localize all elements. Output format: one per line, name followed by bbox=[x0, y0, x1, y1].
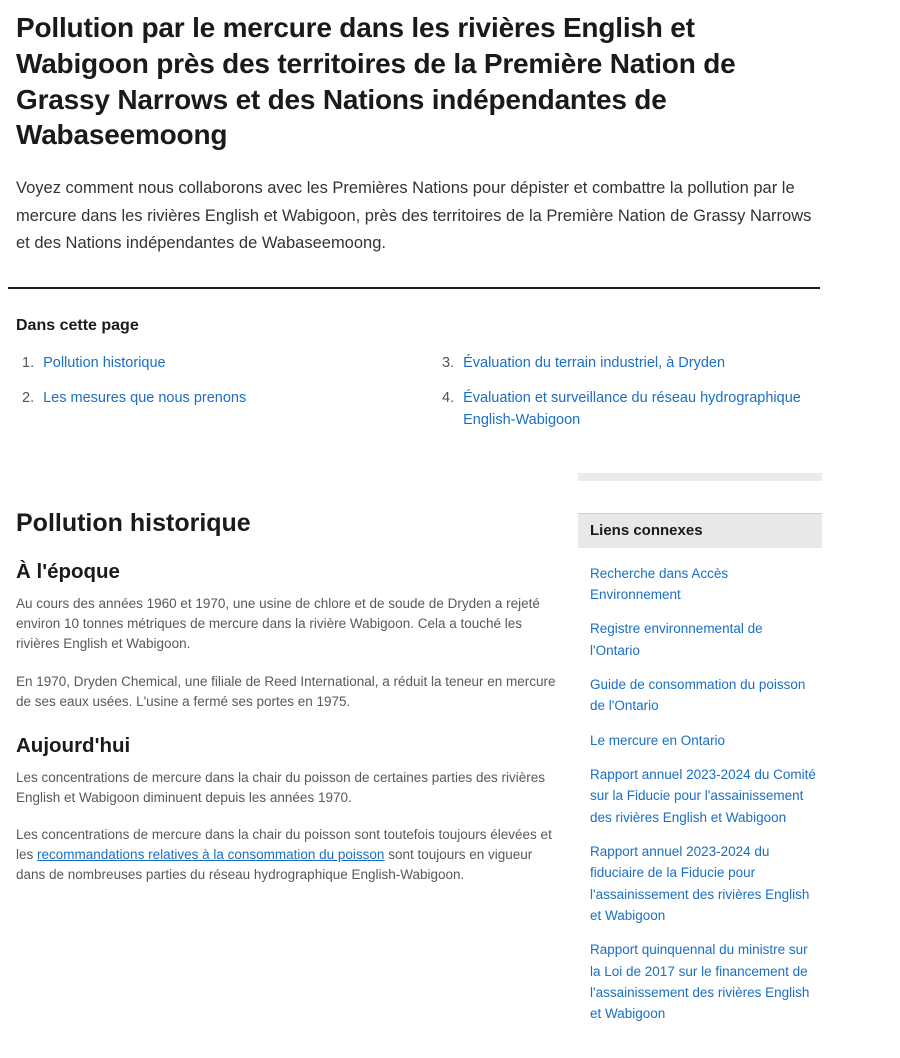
related-link[interactable]: Rapport annuel 2023-2024 du fiduciaire de la Fiducie pour l'assainissement des rivières English et Wabigoon bbox=[590, 843, 810, 923]
toc-link[interactable]: Pollution historique bbox=[43, 355, 166, 372]
related-link[interactable]: Recherche dans Accès Environnement bbox=[590, 565, 729, 603]
related-links-box bbox=[578, 513, 822, 1025]
paragraph-today-2-text-after: sont toujours en vigueur dans de nombreuses parties du réseau hydrographique English-Wabigoon. bbox=[16, 847, 533, 883]
related-link[interactable]: Registre environnemental de l'Ontario bbox=[590, 621, 763, 658]
toc-heading: Dans cette page bbox=[16, 317, 139, 335]
intro-paragraph: Voyez comment nous collaborons avec les Premières Nations pour dépister et combattre la pollution par le mercure dans les rivières English et Wabigoon, près des territoires de la Première Nation de Grassy Narrows et des Nations indépendantes de Wabaseemoong. bbox=[16, 179, 812, 253]
toc-column-left bbox=[16, 353, 408, 444]
related-link[interactable]: Rapport quinquennal du ministre sur la Loi de 2017 sur le financement de l'assainissement des rivières English et Wabigoon bbox=[590, 942, 810, 1022]
toc-item-number: 1. bbox=[22, 355, 35, 372]
related-link-item bbox=[590, 618, 816, 661]
toc-item-number: 3. bbox=[442, 355, 455, 372]
toc-link[interactable]: Évaluation du terrain industriel, à Dryden bbox=[463, 355, 726, 372]
toc-item-number: 2. bbox=[22, 390, 35, 407]
toc-link[interactable]: Évaluation et surveillance du réseau hydrographique English-Wabigoon bbox=[463, 390, 801, 428]
fish-consumption-advisories-link[interactable]: recommandations relatives à la consommation du poisson bbox=[37, 847, 385, 863]
toc-item bbox=[442, 353, 828, 375]
section-title-pollution-historique: Pollution historique bbox=[16, 508, 251, 537]
section-divider bbox=[8, 287, 820, 289]
toc-item bbox=[442, 388, 828, 432]
related-link[interactable]: Rapport annuel 2023-2024 du Comité sur la Fiducie pour l'assainissement des rivières English et Wabigoon bbox=[590, 766, 816, 825]
toc-columns bbox=[16, 353, 852, 444]
sidebar-top-strip bbox=[578, 473, 822, 481]
subsection-title-a-l-epoque: À l'époque bbox=[16, 559, 120, 583]
related-link-item bbox=[590, 939, 816, 1024]
related-links-sidebar bbox=[578, 473, 822, 1038]
related-link-item bbox=[590, 674, 816, 717]
main-content bbox=[16, 473, 565, 904]
related-link-item bbox=[590, 563, 816, 606]
page-title: Pollution par le mercure dans les rivières English et Wabigoon près des territoires de la Première Nation de Grassy Narrows et des Nations indépendantes de Wabaseemoong bbox=[16, 12, 736, 151]
related-link[interactable]: Guide de consommation du poisson de l'Ontario bbox=[590, 677, 806, 714]
toc-link[interactable]: Les mesures que nous prenons bbox=[43, 390, 247, 407]
paragraph-history-2: En 1970, Dryden Chemical, une filiale de Reed International, a réduit la teneur en mercure de ses eaux usées. L'usine a fermé ses portes en 1975. bbox=[16, 673, 556, 709]
related-link[interactable]: Le mercure en Ontario bbox=[590, 732, 726, 748]
related-link-item bbox=[590, 764, 816, 828]
paragraph-history-1: Au cours des années 1960 et 1970, une usine de chlore et de soude de Dryden a rejeté environ 10 tonnes métriques de mercure dans la rivière Wabigoon. Cela a touché les rivières English et Wabigoon. bbox=[16, 595, 540, 651]
toc-column-right bbox=[436, 353, 828, 444]
toc-item bbox=[22, 353, 408, 375]
toc-item-number: 4. bbox=[442, 390, 455, 407]
paragraph-today-2 bbox=[16, 825, 556, 885]
toc-item bbox=[22, 388, 408, 410]
related-links-heading: Liens connexes bbox=[578, 513, 822, 548]
content-row bbox=[16, 473, 852, 1038]
related-links-list bbox=[578, 563, 822, 1025]
on-this-page-nav bbox=[16, 317, 852, 444]
related-link-item bbox=[590, 730, 816, 751]
related-link-item bbox=[590, 841, 816, 926]
paragraph-today-2-text-before: Les concentrations de mercure dans la chair du poisson sont toutefois toujours élevées et les bbox=[16, 827, 552, 863]
subsection-title-aujourdhui: Aujourd'hui bbox=[16, 733, 131, 757]
paragraph-today-1: Les concentrations de mercure dans la chair du poisson de certaines parties des rivières English et Wabigoon diminuent depuis les années 1970. bbox=[16, 769, 546, 805]
